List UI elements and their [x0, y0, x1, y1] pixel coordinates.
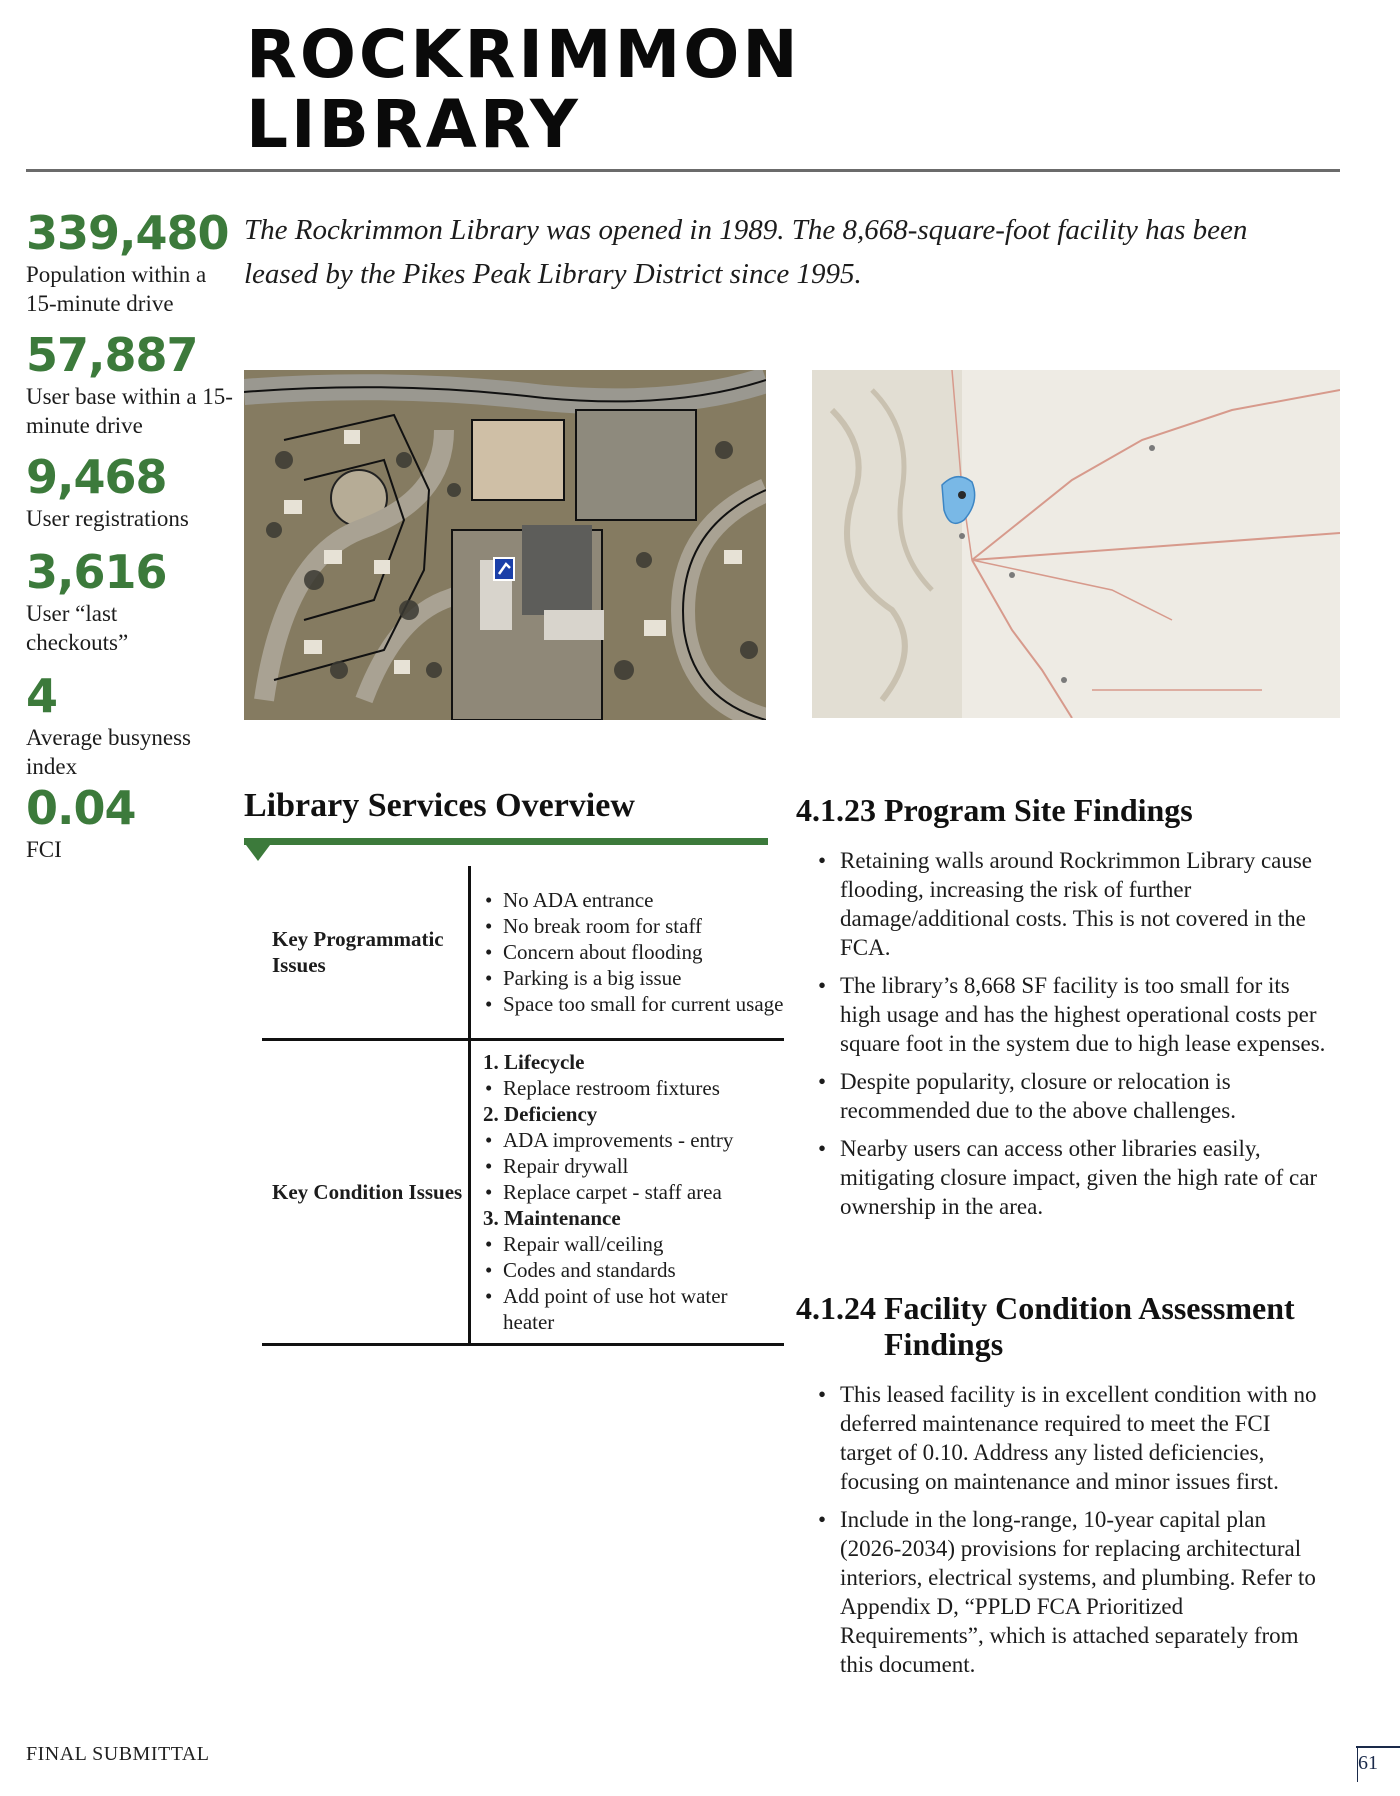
list-item: • This leased facility is in excellent condition with no deferred maintenance required to meet the FCI target of 0.10. Address any listed deficiencies, focusing on maintenance and minor issues first. [796, 1380, 1326, 1496]
stat-label: User base within a 15-minute drive [26, 384, 233, 438]
condition-group-label: 1. Lifecycle [483, 1050, 585, 1074]
stat-busyness [26, 669, 241, 781]
list-item: • Despite popularity, closure or relocation is recommended due to the above challenges. [796, 1067, 1326, 1125]
list-item: • Add point of use hot water heater [483, 1283, 784, 1335]
section-title: Facility Condition Assessment [884, 1290, 1295, 1326]
program-findings-section [796, 792, 1326, 1230]
footer-label: FINAL SUBMITTAL [26, 1743, 210, 1765]
page-title-line2: LIBRARY [246, 86, 581, 163]
stat-label: User registrations [26, 506, 189, 531]
stat-value: 3,616 [26, 545, 167, 599]
list-item: • Replace carpet - staff area [483, 1179, 784, 1205]
stat-value: 0.04 [26, 781, 136, 835]
condition-group-label: 3. Maintenance [483, 1206, 621, 1230]
stat-value: 4 [26, 669, 58, 723]
stat-label: FCI [26, 837, 62, 862]
stat-value: 9,468 [26, 450, 167, 504]
list-item: • Concern about flooding [483, 939, 784, 965]
list-item: • Repair drywall [483, 1153, 784, 1179]
condition-issues-list [470, 1040, 785, 1345]
stat-label: User “last checkouts” [26, 601, 129, 655]
page-number: 61 [1358, 1752, 1378, 1774]
fca-findings-list [796, 1380, 1326, 1679]
stat-value: 339,480 [26, 206, 229, 260]
programmatic-issues-heading: Key Programmatic Issues [262, 866, 470, 1040]
stat-label: Population within a 15-minute drive [26, 262, 207, 316]
fca-findings-heading [796, 1290, 1326, 1362]
overview-accent-pointer [246, 845, 270, 861]
list-item: • Replace restroom fixtures [483, 1075, 784, 1101]
page-title [246, 16, 801, 163]
condition-group-label: 2. Deficiency [483, 1102, 598, 1126]
program-findings-heading [796, 792, 1326, 828]
list-item: • Retaining walls around Rockrimmon Library cause flooding, increasing the risk of further damage/additional costs. This is not covered in the FCA. [796, 846, 1326, 962]
programmatic-issues-list [470, 866, 785, 1040]
section-number: 4.1.24 [796, 1290, 876, 1326]
services-overview-title: Library Services Overview [244, 787, 635, 824]
library-marker-icon [494, 558, 514, 580]
stat-value: 57,887 [26, 328, 198, 382]
list-item: • Parking is a big issue [483, 965, 784, 991]
stat-label: Average busyness index [26, 725, 191, 779]
stat-user-base [26, 328, 241, 440]
stat-population [26, 206, 241, 318]
overview-accent-bar [244, 838, 768, 845]
list-item: • Repair wall/ceiling [483, 1231, 784, 1257]
list-item: • Codes and standards [483, 1257, 784, 1283]
page-number-rule [1356, 1746, 1400, 1748]
stat-last-checkouts [26, 545, 241, 657]
stats-column [26, 206, 241, 864]
list-item: • No ADA entrance [483, 887, 784, 913]
section-title: Program Site Findings [884, 792, 1193, 828]
list-item: • ADA improvements - entry [483, 1127, 784, 1153]
section-title-continued: Findings [884, 1326, 1004, 1362]
section-number: 4.1.23 [796, 792, 876, 828]
fca-findings-section [796, 1290, 1326, 1688]
programmatic-issues-row [262, 866, 784, 1040]
condition-issues-heading: Key Condition Issues [262, 1040, 470, 1345]
page-title-line1: ROCKRIMMON [246, 16, 801, 93]
list-item: • The library’s 8,668 SF facility is too small for its high usage and has the highest operational costs per square foot in the system due to high lease expenses. [796, 971, 1326, 1058]
list-item: • Include in the long-range, 10-year capital plan (2026-2034) provisions for replacing architectural interiors, electrical systems, and plumbing. Refer to Appendix D, “PPLD FCA Prioritized Requirements”, which is attached separately from this document. [796, 1505, 1326, 1679]
condition-issues-row [262, 1040, 784, 1345]
intro-paragraph: The Rockrimmon Library was opened in 1989. The 8,668-square-foot facility has been leased by the Pikes Peak Library District since 1995. [244, 214, 1248, 290]
issues-table [262, 866, 784, 1346]
stat-registrations [26, 450, 241, 533]
title-rule [26, 169, 1340, 172]
list-item: • No break room for staff [483, 913, 784, 939]
aerial-photo [244, 370, 766, 720]
list-item: • Space too small for current usage [483, 991, 784, 1017]
location-map [812, 370, 1340, 718]
stat-fci [26, 781, 241, 864]
program-findings-list [796, 846, 1326, 1221]
list-item: • Nearby users can access other libraries easily, mitigating closure impact, given the high rate of car ownership in the area. [796, 1134, 1326, 1221]
